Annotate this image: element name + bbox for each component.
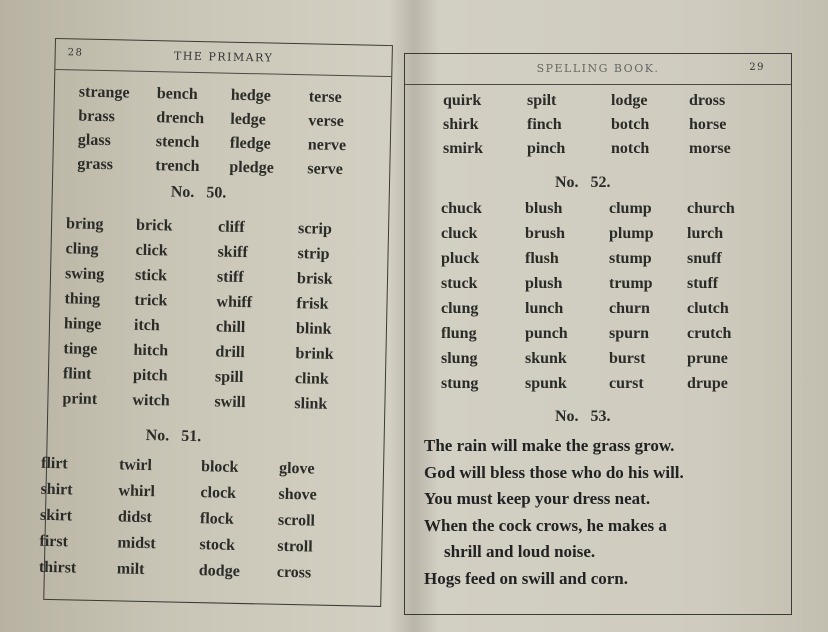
word-row [441, 225, 767, 250]
word-row [441, 250, 767, 275]
spelling-word: brick [135, 216, 173, 235]
spelling-word: crutch [687, 325, 732, 342]
spelling-word: dross [689, 92, 726, 109]
left-page [38, 38, 393, 607]
spelling-word: swing [64, 265, 105, 284]
spelling-word: pledge [229, 158, 274, 177]
spelling-word: chill [215, 318, 246, 337]
spelling-word: stung [441, 375, 479, 392]
spelling-word: prune [687, 350, 728, 367]
spelling-word: burst [609, 350, 646, 367]
spelling-word: cling [65, 240, 99, 258]
word-row [77, 155, 377, 185]
spelling-word: whiff [216, 293, 253, 312]
spelling-word: lodge [611, 92, 648, 109]
spelling-word: spill [214, 368, 244, 387]
spelling-word: trench [155, 157, 200, 176]
spelling-word: brush [525, 225, 566, 242]
spelling-word: twirl [118, 456, 153, 475]
spelling-word: click [135, 241, 168, 260]
sentence: You must keep your dress neat. [424, 489, 651, 508]
spelling-word: clutch [687, 300, 729, 317]
spelling-word: lunch [525, 300, 564, 317]
spelling-word: stroll [277, 537, 313, 556]
spelling-word: thirst [38, 558, 77, 577]
lesson-53-sentences [424, 436, 684, 595]
lesson-52-word-grid [441, 200, 767, 400]
spelling-word: flock [199, 510, 234, 528]
spelling-word: brink [295, 345, 334, 363]
spelling-word: curst [609, 375, 644, 392]
spelling-word: block [200, 458, 239, 476]
left-top-word-block [77, 84, 379, 186]
word-row [441, 300, 767, 325]
spelling-word: spunk [525, 375, 567, 392]
spelling-word: flush [525, 250, 559, 267]
spelling-word: clung [441, 300, 479, 317]
spelling-word: cliff [217, 218, 245, 237]
spelling-word: drupe [687, 375, 728, 392]
spelling-word: pluck [441, 250, 480, 267]
spelling-word: skiff [217, 243, 248, 262]
spelling-word: plush [525, 275, 563, 292]
spelling-word: strip [297, 245, 330, 263]
spelling-word: chuck [441, 200, 482, 217]
spelling-word: stump [609, 250, 652, 267]
spelling-word: finch [527, 116, 562, 133]
spelling-word: trump [609, 275, 653, 292]
sentence: shrill and loud noise. [444, 542, 596, 561]
spelling-word: stick [134, 266, 168, 285]
spelling-word: hinge [63, 315, 102, 334]
sentence: When the cock crows, he makes a [424, 515, 667, 535]
spelling-word: grass [77, 155, 114, 174]
lesson-52-heading: No. 52. [555, 174, 611, 191]
right-running-head [405, 54, 791, 85]
spelling-word: print [62, 390, 98, 408]
spelling-word: terse [308, 88, 342, 107]
spelling-word: glove [278, 459, 315, 478]
spelling-word: clock [200, 484, 237, 502]
lesson-53-heading: No. 53. [555, 408, 611, 425]
spelling-word: scrip [297, 220, 333, 238]
lesson-51-word-grid [39, 455, 350, 591]
word-row [441, 375, 767, 400]
spelling-word: skunk [525, 350, 567, 367]
word-row [441, 275, 767, 300]
spelling-word: ledge [230, 110, 267, 129]
spelling-word: pinch [527, 140, 566, 157]
spelling-word: shove [278, 485, 317, 504]
spelling-word: stiff [216, 268, 244, 287]
spelling-word: morse [689, 140, 731, 157]
word-row [443, 92, 769, 116]
spelling-word: midst [117, 534, 156, 553]
spelling-word: trick [134, 291, 168, 310]
left-page-number: 28 [67, 47, 84, 59]
spelling-word: clump [609, 200, 652, 217]
word-row [441, 325, 767, 350]
spelling-word: slung [441, 350, 478, 367]
spelling-word: stuck [441, 275, 478, 292]
spelling-word: serve [307, 160, 344, 179]
spelling-word: smirk [443, 140, 483, 157]
spelling-word: milt [116, 560, 145, 578]
spelling-word: spurn [609, 325, 650, 342]
spelling-word: slink [294, 395, 328, 413]
spelling-word: stock [199, 536, 236, 554]
word-row [443, 140, 769, 164]
spelling-word: churn [609, 300, 650, 317]
spelling-word: verse [308, 112, 345, 131]
spelling-word: thing [64, 290, 101, 309]
spelling-word: nerve [307, 136, 347, 155]
spelling-word: bring [65, 215, 104, 234]
spelling-word: plump [609, 225, 654, 242]
spelling-word: flint [62, 365, 92, 383]
word-row [441, 200, 767, 225]
spelling-word: blink [295, 320, 332, 338]
spelling-word: hitch [133, 341, 169, 360]
spelling-word: shirt [40, 480, 73, 499]
word-row [62, 390, 364, 421]
spelling-word: fledge [229, 134, 271, 153]
spelling-word: glass [77, 131, 111, 150]
spelling-word: spilt [527, 92, 557, 109]
spelling-word: strange [78, 83, 130, 102]
right-running-title: SPELLING BOOK. [536, 62, 660, 75]
left-running-title: THE PRIMARY [173, 49, 274, 65]
spelling-word: quirk [443, 92, 482, 109]
word-row [39, 559, 347, 591]
spelling-word: witch [132, 391, 170, 410]
spelling-word: botch [611, 116, 650, 133]
spelling-word: punch [525, 325, 568, 342]
lesson-50-heading: No. 50. [170, 183, 227, 202]
spelling-word: stench [155, 133, 200, 152]
lesson-51-heading: No. 51. [145, 426, 202, 446]
spelling-word: snuff [687, 250, 722, 267]
spelling-word: drench [156, 109, 205, 128]
spelling-word: brisk [296, 270, 333, 288]
spelling-word: notch [611, 140, 650, 157]
spelling-word: dodge [198, 562, 240, 580]
spelling-word: tinge [63, 340, 98, 358]
spelling-word: didst [117, 508, 152, 527]
spelling-word: blush [525, 200, 563, 217]
spelling-word: whirl [118, 482, 156, 501]
spelling-word: brass [78, 107, 115, 126]
word-row [443, 116, 769, 140]
spelling-word: flung [441, 325, 477, 342]
left-running-head [55, 39, 392, 77]
sentence: The rain will make the grass grow. [424, 436, 675, 455]
spelling-word: hedge [230, 86, 272, 105]
spelling-word: stuff [687, 275, 719, 292]
sentence: Hogs feed on swill and corn. [424, 568, 629, 588]
spelling-word: scroll [277, 511, 316, 530]
spelling-word: cluck [441, 225, 478, 242]
sentence: God will bless those who do his will. [424, 462, 684, 482]
spelling-word: church [687, 200, 735, 217]
word-row [441, 350, 767, 375]
spelling-word: cross [276, 563, 312, 582]
spelling-word: clink [294, 370, 329, 388]
spelling-word: bench [156, 85, 198, 104]
spelling-word: horse [689, 116, 727, 133]
spelling-word: drill [215, 343, 245, 362]
spelling-word: skirt [39, 506, 73, 525]
spelling-word: itch [133, 316, 160, 335]
right-top-word-block [443, 92, 769, 164]
spelling-word: lurch [687, 225, 724, 242]
spelling-word: flirt [40, 454, 68, 473]
lesson-50-word-grid [62, 215, 368, 421]
spelling-word: shirk [443, 116, 479, 133]
spelling-word: frisk [296, 295, 329, 313]
spelling-word: swill [214, 393, 246, 412]
spelling-word: first [39, 532, 69, 551]
right-page-number: 29 [749, 62, 765, 73]
spelling-word: pitch [132, 366, 168, 385]
